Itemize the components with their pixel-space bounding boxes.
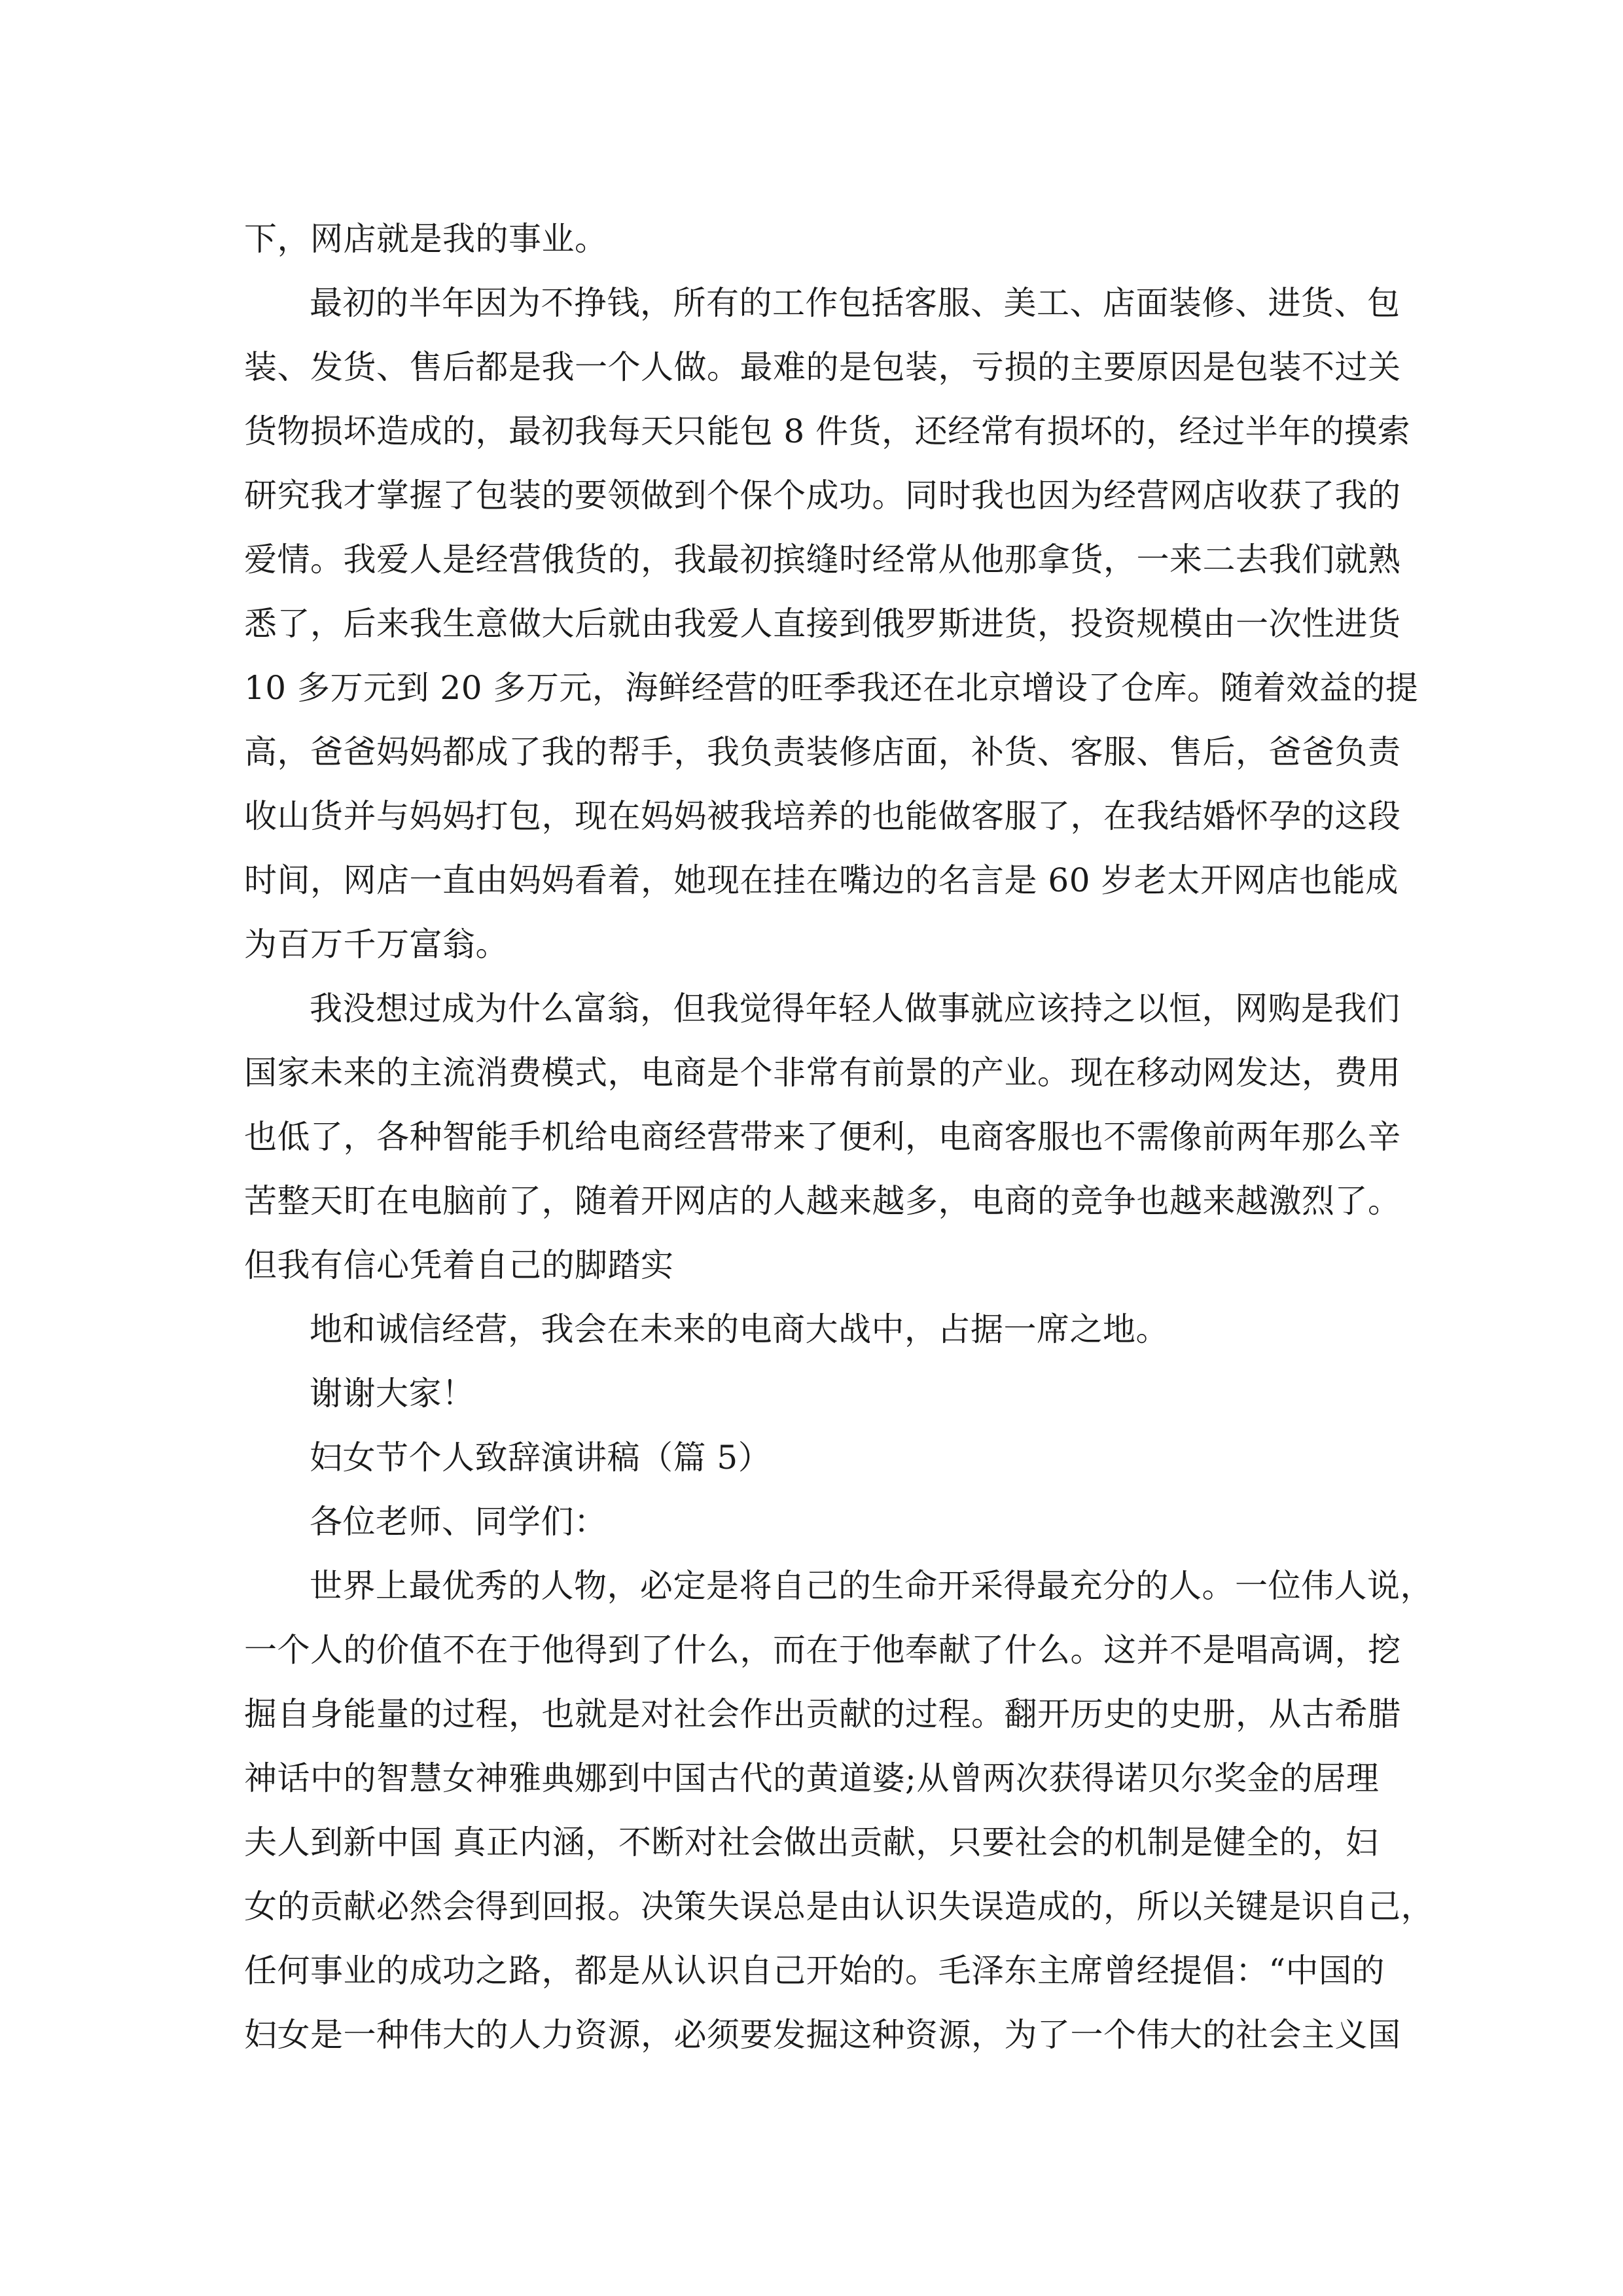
text-line: 收山货并与妈妈打包，现在妈妈被我培养的也能做客服了，在我结婚怀孕的这段: [244, 797, 1401, 835]
text-line: 谢谢大家！: [310, 1374, 475, 1412]
text-line: 货物损坏造成的，最初我每天只能包 8 件货，还经常有损坏的，经过半年的摸索: [244, 412, 1411, 450]
text-line: 10 多万元到 20 多万元，海鲜经营的旺季我还在北京增设了仓库。随着效益的提: [244, 669, 1419, 707]
text-line: 国家未来的主流消费模式，电商是个非常有前景的产业。现在移动网发达，费用: [244, 1054, 1401, 1092]
text-line: 悉了，后来我生意做大后就由我爱人直接到俄罗斯进货，投资规模由一次性进货: [244, 605, 1401, 643]
text-line: 爱情。我爱人是经营俄货的，我最初摈缝时经常从他那拿货，一来二去我们就熟: [244, 541, 1401, 579]
text-line: 各位老师、同学们：: [310, 1503, 607, 1541]
text-line: 夫人到新中国 真正内涵，不断对社会做出贡献，只要社会的机制是健全的，妇: [244, 1823, 1379, 1861]
text-line: 研究我才掌握了包装的要领做到个保个成功。同时我也因为经营网店收获了我的: [244, 476, 1401, 514]
text-line: 时间，网店一直由妈妈看着，她现在挂在嘴边的名言是 60 岁老太开网店也能成: [244, 861, 1399, 899]
text-line: 但我有信心凭着自己的脚踏实: [244, 1246, 674, 1284]
text-line: 一个人的价值不在于他得到了什么，而在于他奉献了什么。这并不是唱高调，挖: [244, 1631, 1401, 1669]
text-line: 妇女是一种伟大的人力资源，必须要发掘这种资源，为了一个伟大的社会主义国: [244, 2016, 1401, 2054]
text-line: 女的贡献必然会得到回报。决策失误总是由认识失误造成的，所以关键是识自己，: [244, 1888, 1434, 1926]
text-line: 也低了，各种智能手机给电商经营带来了便利，电商客服也不需像前两年那么辛: [244, 1118, 1401, 1156]
text-line: 世界上最优秀的人物，必定是将自己的生命开采得最充分的人。一位伟人说，: [310, 1567, 1433, 1605]
text-line: 地和诚信经营，我会在未来的电商大战中，占据一席之地。: [310, 1310, 1169, 1348]
text-line: 神话中的智慧女神雅典娜到中国古代的黄道婆;从曾两次获得诺贝尔奖金的居理: [244, 1759, 1380, 1797]
text-line: 高，爸爸妈妈都成了我的帮手，我负责装修店面，补货、客服、售后，爸爸负责: [244, 733, 1401, 771]
text-line: 掘自身能量的过程，也就是对社会作出贡献的过程。翻开历史的史册，从古希腊: [244, 1695, 1401, 1733]
text-line: 苦整天盯在电脑前了，随着开网店的人越来越多，电商的竞争也越来越激烈了。: [244, 1182, 1401, 1220]
document-body: [244, 207, 1434, 2067]
text-line: 我没想过成为什么富翁，但我觉得年轻人做事就应该持之以恒，网购是我们: [310, 990, 1400, 1028]
text-line: 为百万千万富翁。: [244, 925, 508, 963]
text-line: 装、发货、售后都是我一个人做。最难的是包装，亏损的主要原因是包装不过关: [244, 348, 1401, 386]
text-line: 下，网店就是我的事业。: [244, 220, 608, 258]
text-line: 妇女节个人致辞演讲稿（篇 5）: [310, 1439, 772, 1477]
text-line: 任何事业的成功之路，都是从认识自己开始的。毛泽东主席曾经提倡：“中国的: [244, 1952, 1385, 1990]
text-line: 最初的半年因为不挣钱，所有的工作包括客服、美工、店面装修、进货、包: [310, 284, 1400, 322]
